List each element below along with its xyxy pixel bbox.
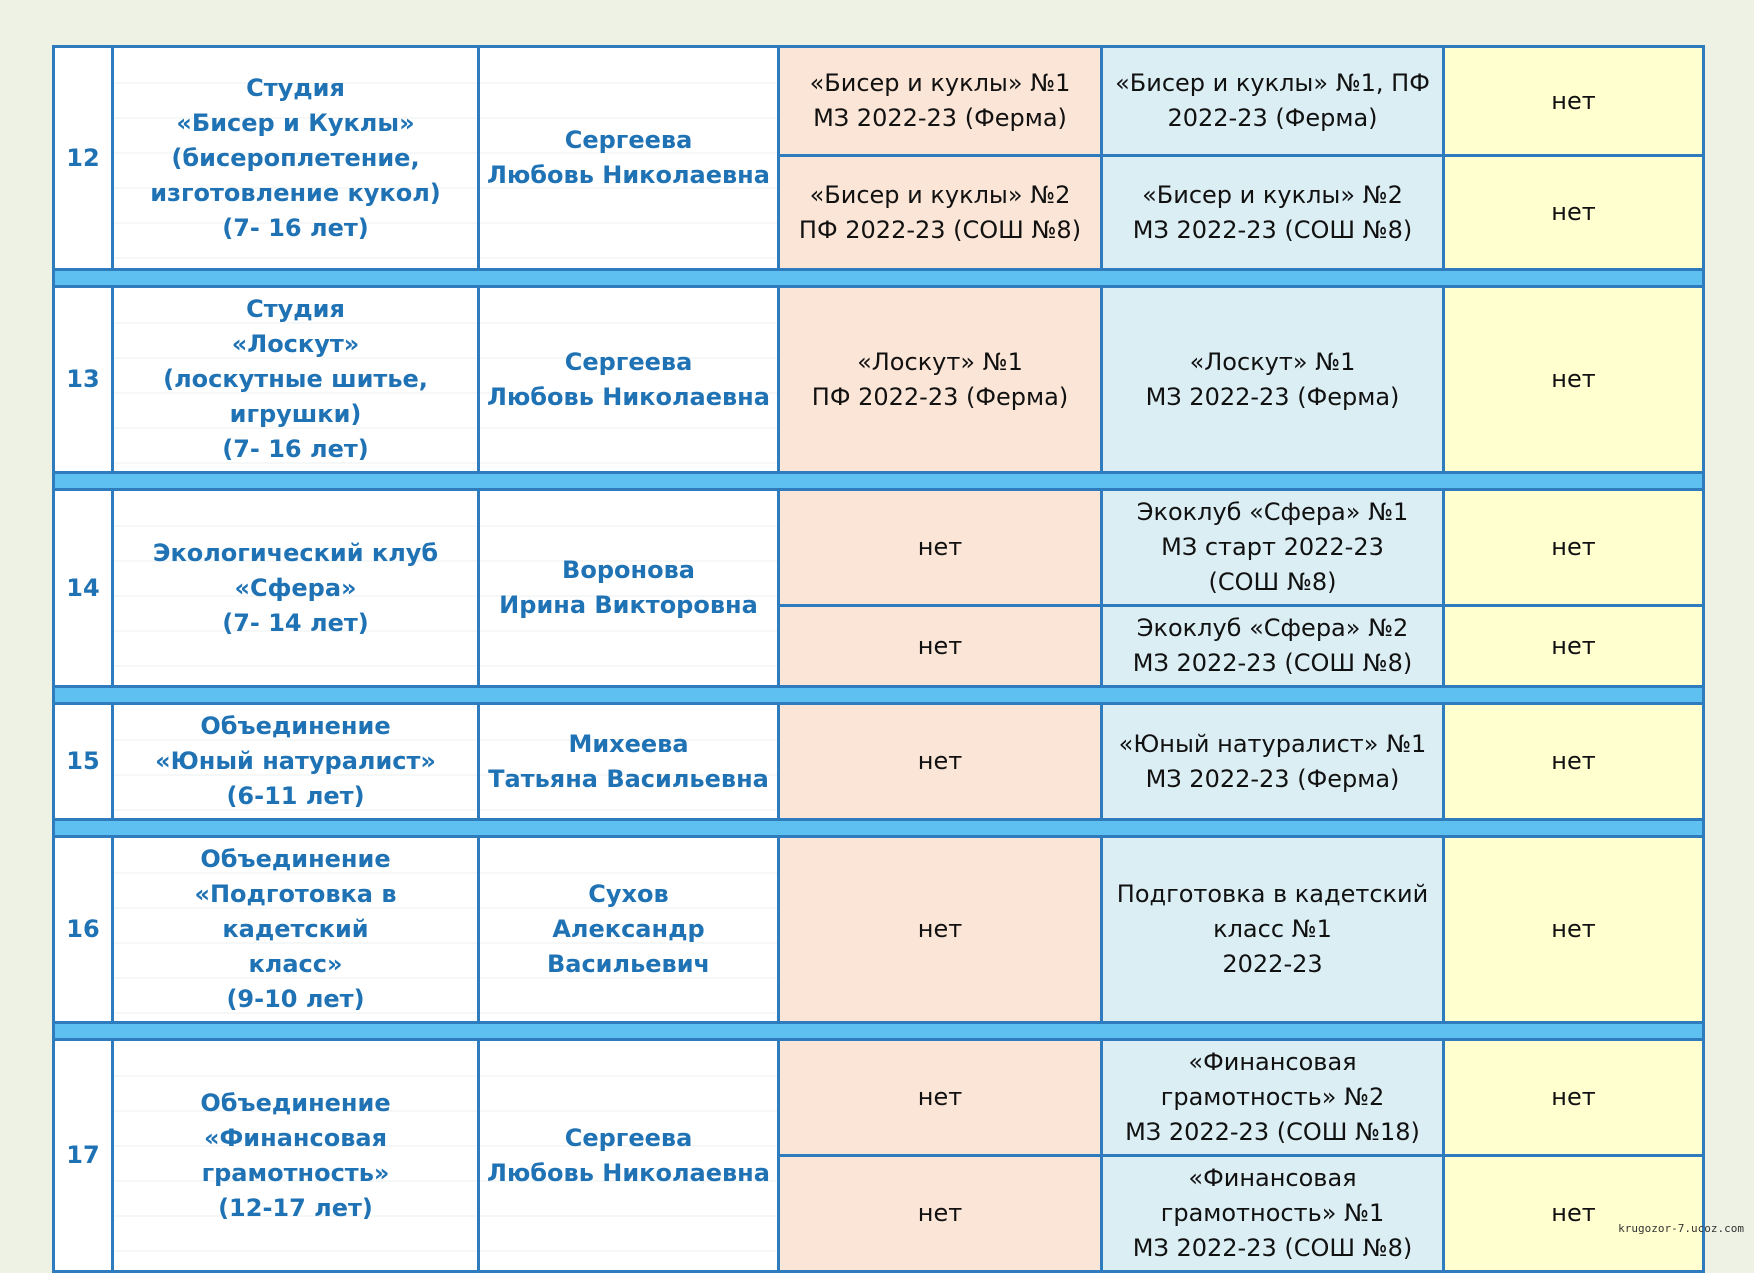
program-name: Объединение «Юный натуралист» (6-11 лет) [113,704,479,820]
row-number: 12 [54,47,113,270]
pf-group-cell: «Лоскут» №1 ПФ 2022-23 (Ферма) [779,287,1102,473]
row-separator [54,473,1704,490]
table-row [54,1040,1704,1156]
row-number: 17 [54,1040,113,1272]
status-cell: нет [1444,606,1704,687]
program-name: Студия «Бисер и Куклы» (бисероплетение, изготовление кукол) (7- 16 лет) [113,47,479,270]
mz-group-cell: «Лоскут» №1 МЗ 2022-23 (Ферма) [1102,287,1444,473]
status-cell: нет [1444,490,1704,606]
mz-group-cell: «Финансовая грамотность» №2 МЗ 2022-23 (СОШ №18) [1102,1040,1444,1156]
row-number: 14 [54,490,113,687]
row-number: 16 [54,837,113,1023]
mz-group-cell: «Бисер и куклы» №2 МЗ 2022-23 (СОШ №8) [1102,156,1444,270]
status-cell: нет [1444,47,1704,156]
teacher-name: Воронова Ирина Викторовна [479,490,779,687]
mz-group-cell: «Юный натуралист» №1 МЗ 2022-23 (Ферма) [1102,704,1444,820]
status-cell: нет [1444,704,1704,820]
row-separator [54,820,1704,837]
program-name: Объединение «Финансовая грамотность» (12-17 лет) [113,1040,479,1272]
mz-group-cell: «Финансовая грамотность» №1 МЗ 2022-23 (СОШ №8) [1102,1156,1444,1272]
row-separator [54,1023,1704,1040]
row-separator [54,687,1704,704]
mz-group-cell: Подготовка в кадетский класс №1 2022-23 [1102,837,1444,1023]
pf-group-cell: нет [779,1040,1102,1156]
table-row [54,837,1704,1023]
pf-group-cell: нет [779,704,1102,820]
status-cell: нет [1444,837,1704,1023]
status-cell: нет [1444,1040,1704,1156]
program-name: Студия «Лоскут» (лоскутные шитье, игрушки) (7- 16 лет) [113,287,479,473]
teacher-name: Михеева Татьяна Васильевна [479,704,779,820]
row-number: 15 [54,704,113,820]
mz-group-cell: Экоклуб «Сфера» №1 МЗ старт 2022-23 (СОШ №8) [1102,490,1444,606]
pf-group-cell: «Бисер и куклы» №1 МЗ 2022-23 (Ферма) [779,47,1102,156]
teacher-name: Сергеева Любовь Николаевна [479,1040,779,1272]
pf-group-cell: нет [779,606,1102,687]
mz-group-cell: Экоклуб «Сфера» №2 МЗ 2022-23 (СОШ №8) [1102,606,1444,687]
teacher-name: Сергеева Любовь Николаевна [479,47,779,270]
site-watermark: krugozor-7.ucoz.com [1618,1222,1744,1235]
status-cell: нет [1444,1156,1704,1272]
status-cell: нет [1444,287,1704,473]
row-separator [54,270,1704,287]
pf-group-cell: нет [779,1156,1102,1272]
status-cell: нет [1444,156,1704,270]
teacher-name: Сергеева Любовь Николаевна [479,287,779,473]
row-number: 13 [54,287,113,473]
mz-group-cell: «Бисер и куклы» №1, ПФ 2022-23 (Ферма) [1102,47,1444,156]
program-table [52,45,1705,1273]
program-name: Экологический клуб «Сфера» (7- 14 лет) [113,490,479,687]
table-row [54,47,1704,156]
teacher-name: Сухов Александр Васильевич [479,837,779,1023]
pf-group-cell: нет [779,837,1102,1023]
pf-group-cell: «Бисер и куклы» №2 ПФ 2022-23 (СОШ №8) [779,156,1102,270]
table-row [54,704,1704,820]
pf-group-cell: нет [779,490,1102,606]
program-name: Объединение «Подготовка в кадетский класс» (9-10 лет) [113,837,479,1023]
table-row [54,490,1704,606]
table-row [54,287,1704,473]
